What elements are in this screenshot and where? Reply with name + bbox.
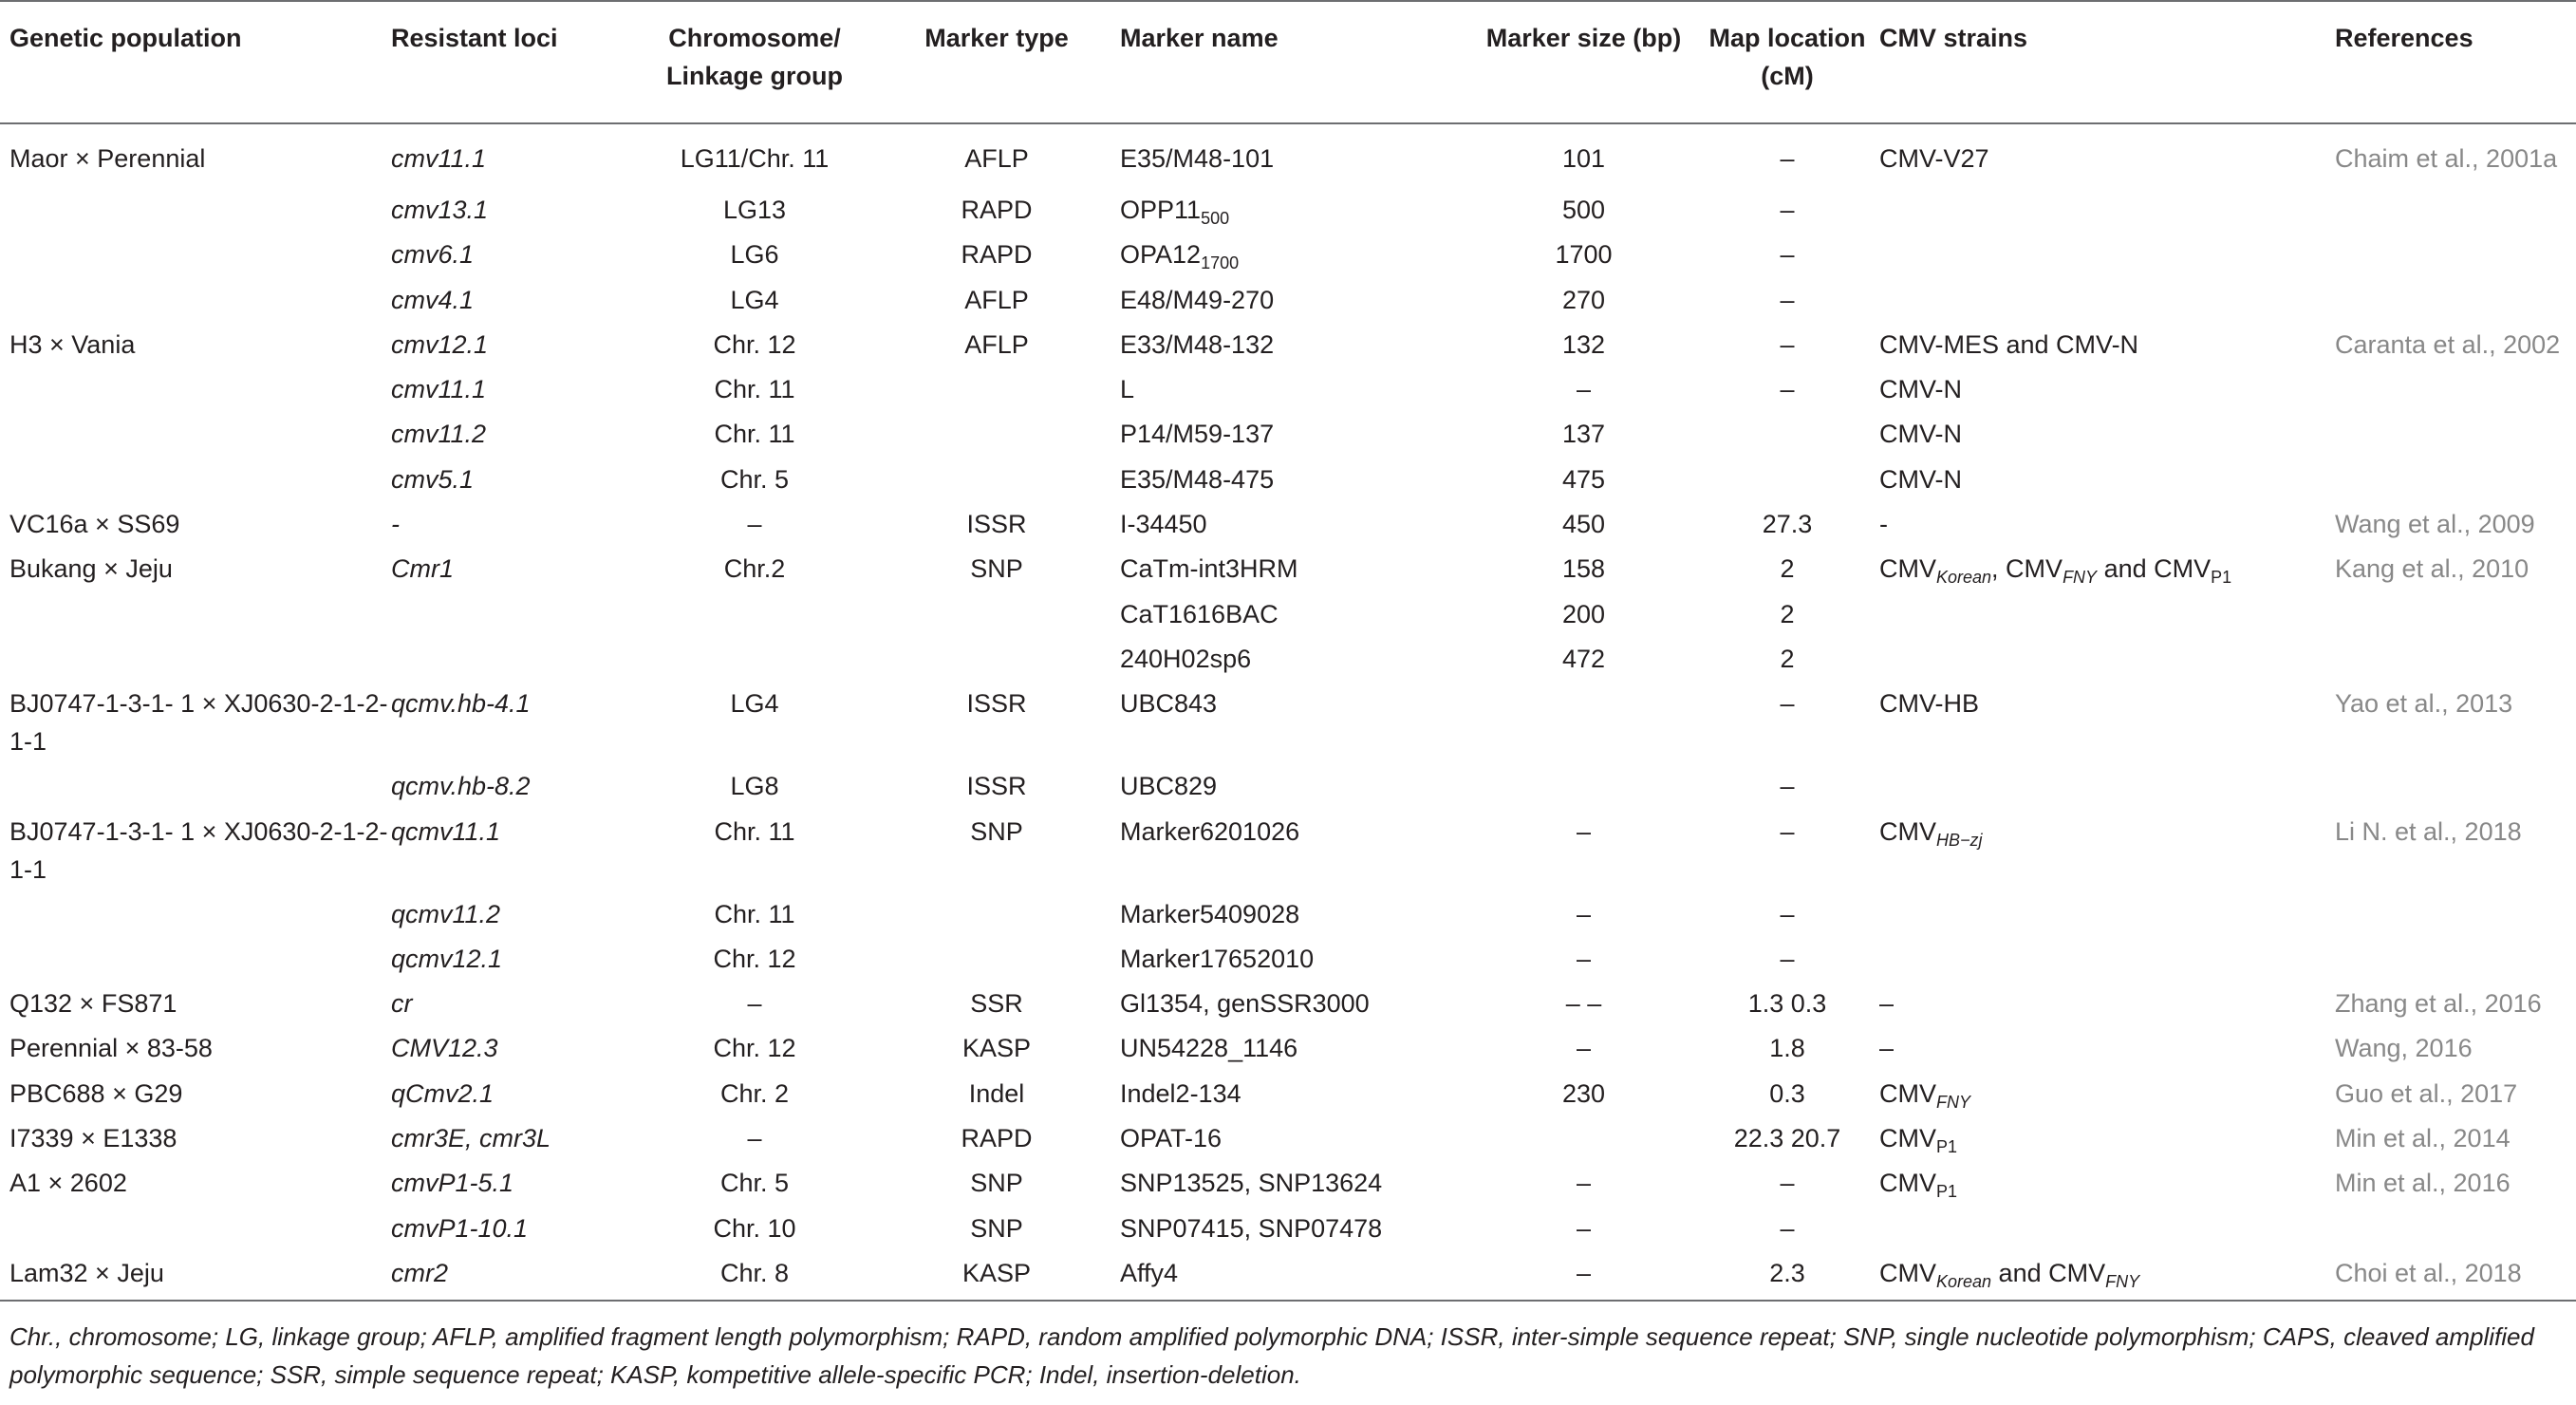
header-genetic-population: Genetic population <box>0 1 389 123</box>
cell-reference <box>2324 760 2576 805</box>
cell-map-location: – <box>1780 1213 1795 1243</box>
cell-marker-name: Marker17652010 <box>1120 944 1315 973</box>
cell-reference <box>2324 633 2576 678</box>
cell-reference <box>2324 889 2576 933</box>
cell-resistant-loci: cmv13.1 <box>391 196 489 224</box>
cell-marker-type: SNP <box>970 1213 1023 1243</box>
cell-resistant-loci: qcmv11.1 <box>391 816 501 846</box>
cell-marker-size: – <box>1576 375 1592 404</box>
cell-reference <box>2324 408 2576 453</box>
cell-cmv-strain <box>1868 589 2324 633</box>
cell-marker-type <box>881 933 1112 978</box>
cell-map-location: – <box>1780 772 1795 801</box>
cell-cmv-strain <box>1868 806 2324 889</box>
cell-marker-size: – – <box>1565 989 1602 1019</box>
cell-marker-name: Indel2-134 <box>1120 1078 1241 1108</box>
cell-marker-name: L <box>1120 375 1135 404</box>
table-row <box>0 498 2576 543</box>
cell-marker-size: – <box>1576 1034 1592 1063</box>
cell-map-location: – <box>1780 689 1795 719</box>
cell-map-location: 2 <box>1780 554 1795 584</box>
cell-map-location: 1.8 <box>1769 1034 1805 1063</box>
cell-chromosome <box>628 633 881 678</box>
cell-marker-size: – <box>1576 899 1592 928</box>
cell-genetic-population <box>0 274 389 319</box>
cell-marker-name: UBC829 <box>1120 772 1218 801</box>
cell-reference: Zhang et al., 2016 <box>2335 989 2542 1019</box>
header-cmv-strains: CMV strains <box>1868 1 2324 123</box>
cell-chromosome: Chr. 12 <box>713 1034 796 1063</box>
cell-marker-name: SNP07415, SNP07478 <box>1120 1213 1383 1243</box>
cell-map-location: – <box>1780 816 1795 846</box>
cell-resistant-loci: cmv6.1 <box>391 240 475 270</box>
cell-cmv-strain: CMV-N <box>1879 464 1962 494</box>
strain-subscript: P1 <box>2211 568 2232 588</box>
cell-resistant-loci: cr <box>391 989 413 1019</box>
strain-subscript: P1 <box>1936 1182 1958 1202</box>
cell-cmv-strain: CMV-N <box>1879 420 1962 449</box>
cell-reference: Caranta et al., 2002 <box>2335 329 2561 359</box>
cell-marker-name: Marker6201026 <box>1120 816 1300 846</box>
cell-cmv-strain <box>1868 229 2324 273</box>
strain-subscript: HB−zj <box>1936 830 1983 850</box>
cell-genetic-population: Perennial × 83-58 <box>9 1034 213 1063</box>
strain-text: CMV <box>1879 1258 1936 1287</box>
table-row <box>0 454 2576 498</box>
cell-marker-name: E33/M48-132 <box>1120 329 1275 359</box>
cell-genetic-population <box>0 454 389 498</box>
cell-marker-name: CaTm-int3HRM <box>1120 554 1298 584</box>
table-body <box>0 123 2576 1301</box>
cell-reference <box>2324 589 2576 633</box>
cell-marker-size: 472 <box>1561 644 1606 673</box>
cell-map-location: 2 <box>1780 644 1795 673</box>
cell-chromosome: Chr. 12 <box>713 329 796 359</box>
cell-cmv-strain: CMV-HB <box>1879 689 1980 719</box>
cell-genetic-population <box>0 229 389 273</box>
header-map-location: Map location (cM) <box>1707 1 1868 123</box>
cell-chromosome: Chr. 5 <box>719 464 790 494</box>
header-marker-size: Marker size (bp) <box>1461 1 1707 123</box>
cell-cmv-strain: CMV-V27 <box>1879 144 1989 173</box>
cell-reference: Min et al., 2014 <box>2335 1124 2511 1153</box>
cell-map-location: – <box>1780 1169 1795 1198</box>
cell-resistant-loci: cmr3E, cmr3L <box>391 1124 551 1153</box>
cell-marker-size: 132 <box>1561 329 1606 359</box>
cell-chromosome: Chr. 12 <box>713 944 796 973</box>
cell-resistant-loci: CMV12.3 <box>391 1034 498 1063</box>
marker-name-subscript: 1700 <box>1201 253 1240 273</box>
cell-marker-name: UBC843 <box>1120 689 1218 719</box>
cell-map-location: – <box>1780 240 1795 270</box>
cell-reference <box>2324 1203 2576 1247</box>
table-row <box>0 1022 2576 1067</box>
cell-resistant-loci: qcmv12.1 <box>391 944 503 973</box>
cell-marker-size: – <box>1576 944 1592 973</box>
table-row <box>0 806 2576 889</box>
cell-marker-name: Marker5409028 <box>1120 899 1300 928</box>
strain-text: CMV <box>1879 1124 1936 1153</box>
table-row <box>0 274 2576 319</box>
table-footnote: Chr., chromosome; LG, linkage group; AFLP, amplified fragment length polymorphism; RAPD, random amplified polymorphic DNA; ISSR, inter-simple sequence repeat; SNP, single nucleotide polymorphism; CAPS, cleaved amplified polymorphic sequence; SSR, simple sequence repeat; KASP, kompetitive allele-specific PCR; Indel, insertion-deletion. <box>9 1322 2534 1389</box>
strain-subscript: P1 <box>1936 1137 1958 1157</box>
cell-map-location: – <box>1780 285 1795 314</box>
cell-marker-size <box>1461 678 1707 760</box>
strain-subscript: Korean <box>1936 1271 1992 1291</box>
cell-marker-name: E48/M49-270 <box>1120 285 1275 314</box>
cell-reference <box>2324 184 2576 229</box>
cell-resistant-loci: qcmv.hb-4.1 <box>391 689 531 719</box>
cell-resistant-loci: cmr2 <box>389 1247 628 1301</box>
cell-marker-size: 200 <box>1561 599 1606 628</box>
cell-map-location: 1.3 0.3 <box>1747 989 1827 1019</box>
cell-marker-name: E35/M48-475 <box>1120 464 1275 494</box>
cell-marker-type <box>881 454 1112 498</box>
cell-genetic-population <box>0 1203 389 1247</box>
table-row <box>0 543 2576 588</box>
cell-marker-type: AFLP <box>964 144 1029 173</box>
cell-chromosome: LG6 <box>730 240 779 270</box>
header-marker-name: Marker name <box>1112 1 1461 123</box>
cell-map-location: 0.3 <box>1769 1078 1805 1108</box>
cell-marker-name: E35/M48-101 <box>1120 144 1275 173</box>
table-row <box>0 589 2576 633</box>
cell-reference: Choi et al., 2018 <box>2324 1247 2576 1301</box>
cell-resistant-loci: cmvP1-10.1 <box>391 1213 529 1243</box>
cell-resistant-loci: qCmv2.1 <box>391 1078 495 1108</box>
table-row <box>0 1113 2576 1157</box>
cell-genetic-population: VC16a × SS69 <box>9 510 180 539</box>
cell-reference <box>2324 229 2576 273</box>
cell-reference: Guo et al., 2017 <box>2335 1078 2518 1108</box>
cell-chromosome: Chr. 11 <box>714 899 795 928</box>
cell-map-location: 2.3 <box>1707 1247 1868 1301</box>
cell-marker-name: UN54228_1146 <box>1120 1034 1298 1063</box>
cell-resistant-loci: cmv12.1 <box>391 329 489 359</box>
cell-resistant-loci <box>389 589 628 633</box>
cell-cmv-strain: - <box>1879 510 1888 539</box>
marker-name-subscript: 500 <box>1201 209 1230 228</box>
cell-cmv-strain <box>1868 1203 2324 1247</box>
table-row <box>0 1203 2576 1247</box>
cell-resistant-loci: cmv11.1 <box>391 375 487 404</box>
cell-marker-size <box>1461 760 1707 805</box>
cell-genetic-population: Q132 × FS871 <box>9 989 177 1019</box>
cell-resistant-loci: cmvP1-5.1 <box>391 1169 514 1198</box>
strain-subscript: FNY <box>2063 568 2098 588</box>
table-row <box>0 760 2576 805</box>
cell-map-location: 27.3 <box>1762 510 1813 539</box>
cell-reference: Li N. et al., 2018 <box>2335 816 2522 846</box>
cell-marker-type: RAPD <box>961 240 1033 270</box>
table-row <box>0 678 2576 760</box>
cell-marker-type: RAPD <box>961 1124 1033 1153</box>
cell-map-location: – <box>1780 375 1795 404</box>
cell-marker-type: ISSR <box>966 510 1027 539</box>
cell-marker-name: I-34450 <box>1120 510 1207 539</box>
table-row <box>0 123 2576 184</box>
cell-chromosome: Chr. 2 <box>719 1078 790 1108</box>
cell-marker-type: SNP <box>970 554 1023 584</box>
cell-cmv-strain: CMV-N <box>1879 375 1962 404</box>
cell-reference <box>2324 454 2576 498</box>
strain-text: CMV <box>1879 816 1936 846</box>
table-row <box>0 229 2576 273</box>
cell-resistant-loci: Cmr1 <box>391 554 454 584</box>
table-row <box>0 1157 2576 1202</box>
cell-genetic-population: H3 × Vania <box>9 329 136 359</box>
cell-genetic-population <box>0 408 389 453</box>
cell-marker-size: 158 <box>1561 554 1606 584</box>
cell-marker-type: SNP <box>970 1169 1023 1198</box>
cell-resistant-loci: - <box>391 510 400 539</box>
cell-marker-size: – <box>1576 1169 1592 1198</box>
header-marker-type: Marker type <box>881 1 1112 123</box>
cell-map-location: – <box>1780 899 1795 928</box>
marker-name-text: OPA12 <box>1120 240 1202 270</box>
strain-text: and CMV <box>1991 1258 2106 1287</box>
cell-marker-size: 1700 <box>1555 240 1613 270</box>
cell-marker-type <box>881 889 1112 933</box>
cell-genetic-population: Bukang × Jeju <box>9 554 173 584</box>
cell-marker-size: – <box>1461 1247 1707 1301</box>
cell-marker-size: – <box>1576 816 1592 846</box>
cell-chromosome: Chr. 11 <box>714 375 795 404</box>
cell-chromosome: – <box>747 510 762 539</box>
table-header <box>0 1 2576 123</box>
cell-marker-type: AFLP <box>964 285 1029 314</box>
cell-chromosome: LG4 <box>730 689 779 719</box>
cell-resistant-loci: cmv5.1 <box>391 464 475 494</box>
cell-marker-name <box>1112 229 1461 273</box>
cell-marker-type <box>881 589 1112 633</box>
table-row <box>0 1068 2576 1113</box>
cell-cmv-strain <box>1868 1157 2324 1202</box>
cell-marker-size: 270 <box>1561 285 1606 314</box>
cell-resistant-loci: cmv4.1 <box>391 285 475 314</box>
cell-marker-type: ISSR <box>966 772 1027 801</box>
header-chromosome: Chromosome/ Linkage group <box>628 1 881 123</box>
cell-genetic-population: I7339 × E1338 <box>9 1124 177 1153</box>
cell-cmv-strain <box>1868 633 2324 678</box>
cell-genetic-population <box>0 364 389 408</box>
table-row <box>0 184 2576 229</box>
cell-resistant-loci: qcmv.hb-8.2 <box>391 772 531 801</box>
strain-subscript: Korean <box>1936 568 1992 588</box>
cell-map-location: – <box>1780 329 1795 359</box>
cell-marker-name: SNP13525, SNP13624 <box>1120 1169 1383 1198</box>
strain-text: CMV <box>1879 554 1936 584</box>
cell-chromosome: LG11/Chr. 11 <box>680 144 830 173</box>
cell-marker-type <box>881 408 1112 453</box>
cell-marker-size: 137 <box>1561 420 1606 449</box>
table-row <box>0 319 2576 364</box>
table-row <box>0 364 2576 408</box>
cell-reference: Kang et al., 2010 <box>2335 554 2529 584</box>
cell-reference: Yao et al., 2013 <box>2335 689 2513 719</box>
cell-genetic-population <box>0 589 389 633</box>
cell-chromosome: – <box>747 989 762 1019</box>
table-row <box>0 978 2576 1022</box>
cell-genetic-population <box>0 633 389 678</box>
cell-genetic-population: Maor × Perennial <box>9 144 206 173</box>
cell-map-location <box>1707 454 1868 498</box>
cell-cmv-strain: CMV-MES and CMV-N <box>1879 329 2139 359</box>
cell-map-location: – <box>1780 144 1795 173</box>
cell-resistant-loci: qcmv11.2 <box>391 899 501 928</box>
table-row <box>0 633 2576 678</box>
cell-chromosome: – <box>747 1124 762 1153</box>
cell-chromosome: Chr. 10 <box>713 1213 796 1243</box>
cell-cmv-strain <box>1868 1113 2324 1157</box>
cell-cmv-strain <box>1868 543 2324 588</box>
cell-marker-type: KASP <box>881 1247 1112 1301</box>
cell-marker-size: 450 <box>1561 510 1606 539</box>
table-row <box>0 408 2576 453</box>
cell-marker-type: ISSR <box>966 689 1027 719</box>
cell-marker-name: 240H02sp6 <box>1120 644 1252 673</box>
cell-marker-type: SSR <box>970 989 1023 1019</box>
cell-genetic-population: PBC688 × G29 <box>9 1078 183 1108</box>
cell-reference: Wang et al., 2009 <box>2335 510 2535 539</box>
cell-cmv-strain <box>1868 274 2324 319</box>
cell-chromosome: LG4 <box>730 285 779 314</box>
cell-genetic-population: Lam32 × Jeju <box>0 1247 389 1301</box>
cell-map-location: – <box>1780 196 1795 224</box>
cell-cmv-strain: – <box>1879 1034 1895 1063</box>
cell-chromosome: Chr.2 <box>723 554 786 584</box>
cell-cmv-strain <box>1868 760 2324 805</box>
cell-cmv-strain <box>1868 933 2324 978</box>
strain-text: CMV <box>1879 1078 1936 1108</box>
cell-genetic-population: BJ0747-1-3-1- 1 × XJ0630-2-1-2-1-1 <box>9 689 388 757</box>
cell-marker-type: AFLP <box>964 329 1029 359</box>
cell-marker-size: 475 <box>1561 464 1606 494</box>
cell-chromosome: Chr. 5 <box>719 1169 790 1198</box>
cell-reference: Wang, 2016 <box>2335 1034 2473 1063</box>
cell-reference <box>2324 274 2576 319</box>
cell-resistant-loci <box>389 633 628 678</box>
cell-chromosome: LG13 <box>722 196 787 224</box>
cell-marker-size: – <box>1576 1213 1592 1243</box>
cell-map-location: 22.3 20.7 <box>1733 1124 1841 1153</box>
cell-marker-type: SNP <box>970 816 1023 846</box>
cell-chromosome <box>628 589 881 633</box>
cell-cmv-strain <box>1868 1068 2324 1113</box>
strain-text: CMV <box>1879 1169 1936 1198</box>
cell-map-location: 2 <box>1780 599 1795 628</box>
cell-marker-name: Gl1354, genSSR3000 <box>1120 989 1370 1019</box>
table-row <box>0 933 2576 978</box>
cell-reference: Chaim et al., 2001a <box>2335 144 2558 173</box>
cell-reference: Min et al., 2016 <box>2335 1169 2511 1198</box>
cell-map-location: – <box>1780 944 1795 973</box>
cell-marker-type <box>881 364 1112 408</box>
cell-cmv-strain <box>1868 1247 2324 1301</box>
cell-reference <box>2324 364 2576 408</box>
cell-marker-name: Affy4 <box>1112 1247 1461 1301</box>
cell-chromosome: Chr. 8 <box>628 1247 881 1301</box>
cell-marker-type: KASP <box>961 1034 1032 1063</box>
cell-marker-size <box>1461 1113 1707 1157</box>
cell-marker-type <box>881 633 1112 678</box>
cell-genetic-population <box>0 760 389 805</box>
strain-text: , CMV <box>1991 554 2063 584</box>
cell-chromosome: Chr. 11 <box>714 816 795 846</box>
cell-chromosome: LG8 <box>730 772 779 801</box>
cell-genetic-population <box>0 889 389 933</box>
cell-reference <box>2324 933 2576 978</box>
cell-resistant-loci: cmv11.2 <box>391 420 487 449</box>
cell-chromosome: Chr. 11 <box>714 420 795 449</box>
marker-name-text: OPP11 <box>1120 196 1202 224</box>
cell-marker-size: 230 <box>1561 1078 1606 1108</box>
cell-genetic-population <box>0 933 389 978</box>
header-references: References <box>2324 1 2576 123</box>
header-resistant-loci: Resistant loci <box>389 1 628 123</box>
cell-marker-name <box>1112 184 1461 229</box>
cell-marker-size: 101 <box>1561 144 1606 173</box>
cell-marker-name: OPAT-16 <box>1120 1124 1223 1153</box>
cell-cmv-strain <box>1868 184 2324 229</box>
strain-text: and CMV <box>2097 554 2212 584</box>
cell-marker-type: Indel <box>968 1078 1025 1108</box>
cell-marker-name: P14/M59-137 <box>1120 420 1275 449</box>
cell-genetic-population <box>0 184 389 229</box>
cell-map-location <box>1707 408 1868 453</box>
cell-genetic-population: BJ0747-1-3-1- 1 × XJ0630-2-1-2-1-1 <box>9 816 388 884</box>
cell-marker-type: RAPD <box>961 196 1033 224</box>
cell-genetic-population: A1 × 2602 <box>9 1169 127 1198</box>
table-row <box>0 1247 2576 1301</box>
cell-marker-name: CaT1616BAC <box>1120 599 1279 628</box>
table-row <box>0 889 2576 933</box>
strain-subscript: FNY <box>1936 1092 1970 1112</box>
strain-subscript: FNY <box>2105 1271 2140 1291</box>
cell-cmv-strain <box>1868 889 2324 933</box>
cell-cmv-strain: – <box>1879 989 1895 1019</box>
cell-resistant-loci: cmv11.1 <box>391 144 487 173</box>
cell-marker-size: 500 <box>1561 196 1606 224</box>
